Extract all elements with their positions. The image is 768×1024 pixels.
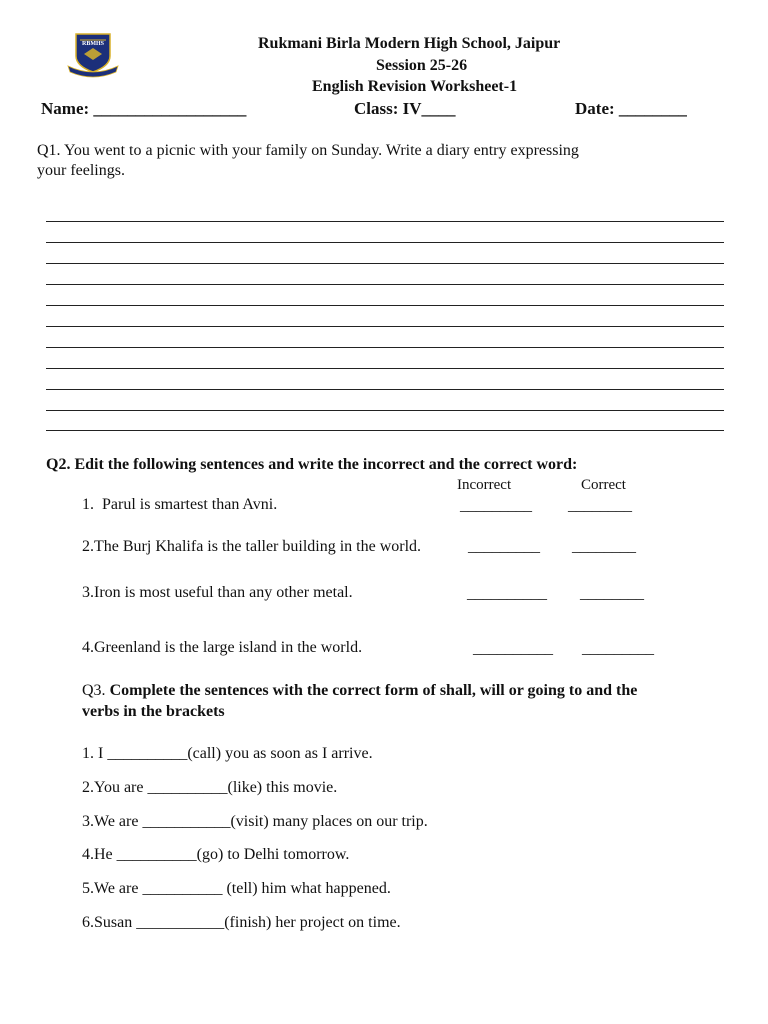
- q1-prompt-line2: your feelings.: [37, 162, 125, 179]
- q2-item-blank-correct: _________: [582, 640, 654, 657]
- answer-line: [46, 347, 724, 348]
- answer-line: [46, 305, 724, 306]
- q2-item-text: 4.Greenland is the large island in the world.: [82, 639, 363, 656]
- answer-line: [46, 242, 724, 243]
- class-field: Class: IV____: [354, 99, 456, 118]
- q2-col-correct: Correct: [581, 477, 626, 493]
- q2-item-text: 2.The Burj Khalifa is the taller building in the world.: [82, 538, 422, 555]
- q2-item-blank-correct: ________: [572, 538, 636, 555]
- q3-item: 2.You are __________(like) this movie.: [82, 779, 338, 796]
- answer-line: [46, 284, 724, 285]
- q3-item: 1. I __________(call) you as soon as I arrive.: [82, 745, 373, 762]
- q2-item-text: 3.Iron is most useful than any other metal.: [82, 584, 353, 601]
- q2-item-blank-incorrect: _________: [468, 538, 540, 555]
- q3-item: 6.Susan ___________(finish) her project on time.: [82, 914, 401, 931]
- answer-line: [46, 326, 724, 327]
- q3-prefix: Q3.: [82, 682, 110, 699]
- answer-line: [46, 430, 724, 431]
- answer-line: [46, 389, 724, 390]
- answer-line: [46, 368, 724, 369]
- answer-line: [46, 221, 724, 222]
- worksheet-title: English Revision Worksheet-1: [312, 78, 518, 95]
- school-logo: [66, 32, 120, 78]
- q2-item-blank-incorrect: __________: [473, 640, 553, 657]
- q2-item-blank-incorrect: _________: [460, 497, 532, 514]
- q2-col-incorrect: Incorrect: [457, 477, 512, 493]
- q3-item: 5.We are __________ (tell) him what happened.: [82, 880, 391, 897]
- q3-title: Complete the sentences with the correct form of shall, will or going to and the: [109, 682, 638, 699]
- q2-item-blank-incorrect: __________: [467, 585, 547, 602]
- q2-item-blank-correct: ________: [568, 497, 632, 514]
- logo-text: RBMHS: [81, 41, 105, 47]
- q2-item-blank-correct: ________: [580, 585, 644, 602]
- q2-title: Q2. Edit the following sentences and write the incorrect and the correct word:: [46, 456, 578, 473]
- q3-title-line1: [82, 682, 637, 700]
- school-name: Rukmani Birla Modern High School, Jaipur: [258, 35, 561, 52]
- answer-line: [46, 263, 724, 264]
- q3-title-line2: verbs in the brackets: [82, 703, 225, 720]
- answer-line: [46, 410, 724, 411]
- name-field: Name: __________________: [41, 99, 247, 118]
- q3-item: 4.He __________(go) to Delhi tomorrow.: [82, 846, 350, 863]
- date-field: Date: ________: [575, 99, 687, 118]
- q1-prompt-line1: Q1. You went to a picnic with your family on Sunday. Write a diary entry expressing: [37, 142, 579, 159]
- q2-item-text: 1. Parul is smartest than Avni.: [82, 496, 278, 513]
- session: Session 25-26: [376, 57, 468, 74]
- q3-item: 3.We are ___________(visit) many places on our trip.: [82, 813, 428, 830]
